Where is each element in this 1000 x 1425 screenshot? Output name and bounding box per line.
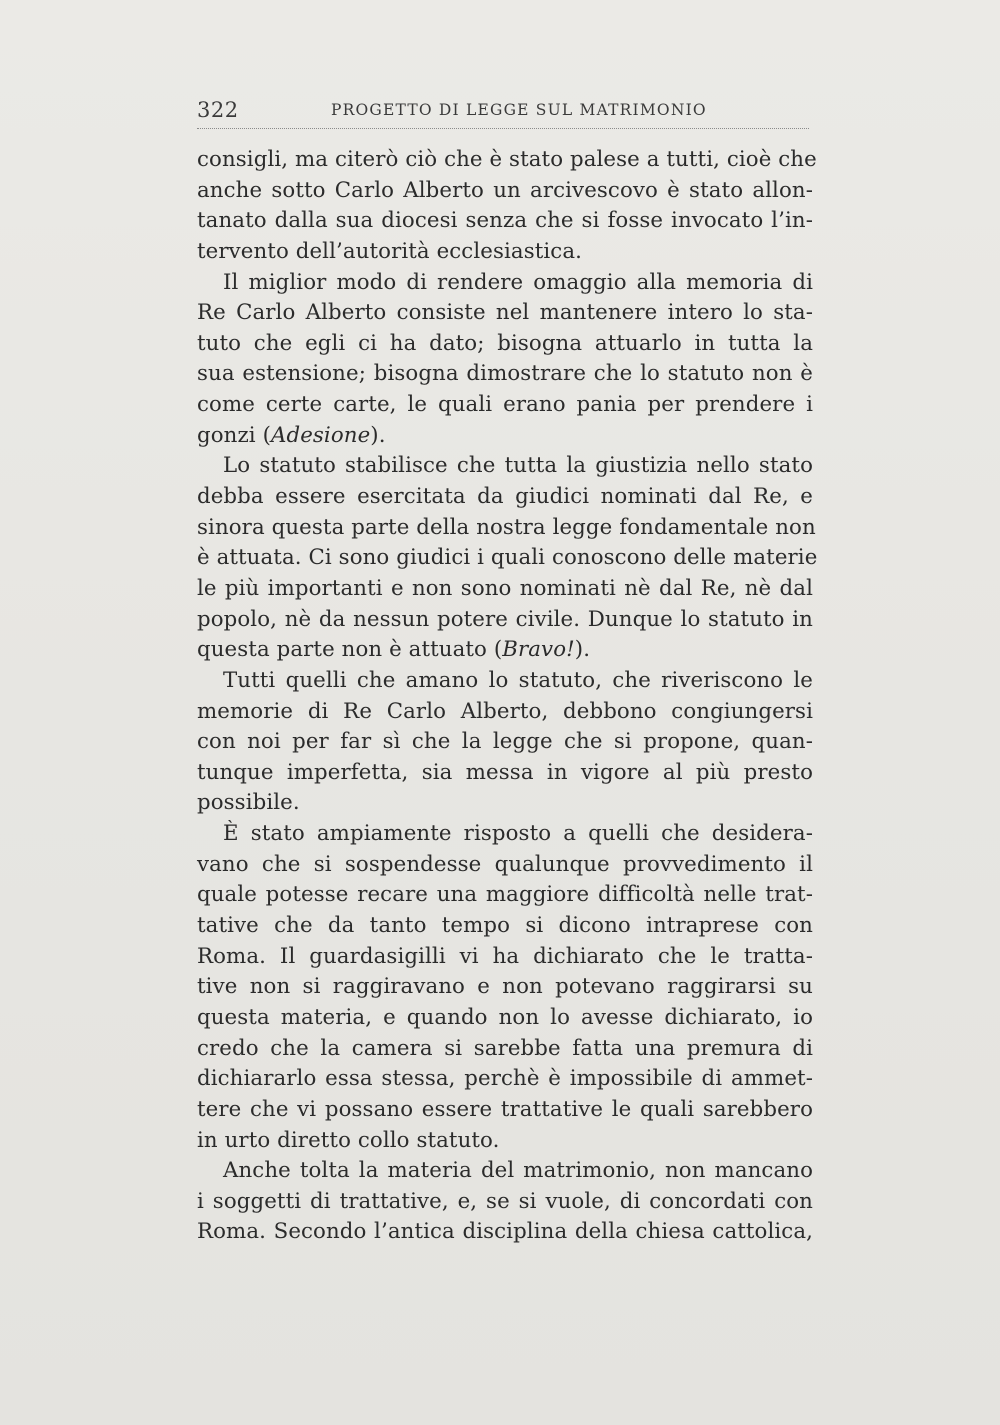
italic-annotation: Adesione	[270, 422, 371, 448]
text-line: Tutti quelli che amano lo statuto, che riveriscono le	[223, 667, 813, 693]
text-line: tative che da tanto tempo si dicono intraprese con	[197, 913, 813, 939]
text-line: credo che la camera si sarebbe fatta una premura di	[197, 1035, 813, 1061]
text-line: tuto che egli ci ha dato; bisogna attuarlo in tutta la	[197, 330, 813, 356]
text-line: memorie di Re Carlo Alberto, debbono congiungersi	[197, 698, 813, 724]
text-line: sua estensione; bisogna dimostrare che lo statuto non è	[197, 361, 813, 387]
text-line: tive non si raggiravano e non potevano raggirarsi su	[197, 974, 813, 1000]
text-line: con noi per far sì che la legge che si propone, quan-	[197, 729, 813, 755]
text-line: tunque imperfetta, sia messa in vigore al più presto	[197, 759, 813, 785]
text-line: vano che si sospendesse qualunque provvedimento il	[197, 851, 813, 877]
text-line: debba essere esercitata da giudici nominati dal Re, e	[197, 484, 813, 510]
text-line: tanato dalla sua diocesi senza che si fosse invocato l’in-	[197, 208, 813, 234]
text-line: sinora questa parte della nostra legge fondamentale non	[197, 514, 816, 540]
text-line: in urto diretto collo statuto.	[197, 1127, 500, 1153]
page-header	[197, 98, 809, 132]
text-line: Re Carlo Alberto consiste nel mantenere intero lo sta-	[197, 300, 813, 326]
text-line: le più importanti e non sono nominati nè dal Re, nè dal	[197, 575, 813, 601]
text-line: Lo statuto stabilisce che tutta la giustizia nello stato	[223, 453, 813, 479]
text-line: Roma. Il guardasigilli vi ha dichiarato che le tratta-	[197, 943, 813, 969]
page-number: 322	[197, 98, 239, 122]
text-line: i soggetti di trattative, e, se si vuole, di concordati con	[197, 1188, 813, 1214]
text-line: quale potesse recare una maggiore difficoltà nelle trat-	[197, 882, 813, 908]
text-line: come certe carte, le quali erano pania per prendere i	[197, 392, 813, 418]
text-line: È stato ampiamente risposto a quelli che desidera-	[223, 821, 813, 847]
text-line: Anche tolta la materia del matrimonio, non mancano	[223, 1158, 813, 1184]
body-text	[197, 145, 818, 1248]
text-line: anche sotto Carlo Alberto un arcivescovo è stato allon-	[197, 177, 813, 203]
text-line: dichiararlo essa stessa, perchè è impossibile di ammet-	[197, 1066, 813, 1092]
text-line: gonzi (Adesione).	[197, 422, 386, 448]
text-line: è attuata. Ci sono giudici i quali conoscono delle materie	[197, 545, 818, 571]
running-title: PROGETTO DI LEGGE SUL MATRIMONIO	[331, 101, 707, 119]
text-line: consigli, ma citerò ciò che è stato palese a tutti, cioè che	[197, 147, 817, 172]
text-line: Il miglior modo di rendere omaggio alla memoria di	[223, 269, 813, 295]
text-line: questa materia, e quando non lo avesse dichiarato, io	[197, 1004, 813, 1030]
italic-annotation: Bravo!	[502, 637, 575, 663]
text-line: popolo, nè da nessun potere civile. Dunque lo statuto in	[197, 606, 813, 632]
text-line: Roma. Secondo l’antica disciplina della chiesa cattolica,	[197, 1219, 813, 1245]
text-line: tere che vi possano essere trattative le quali sarebbero	[197, 1096, 813, 1122]
text-line: tervento dell’autorità ecclesiastica.	[197, 238, 582, 264]
text-line: possibile.	[197, 790, 300, 816]
text-line: questa parte non è attuato (Bravo!).	[197, 637, 591, 663]
header-rule	[197, 128, 809, 129]
